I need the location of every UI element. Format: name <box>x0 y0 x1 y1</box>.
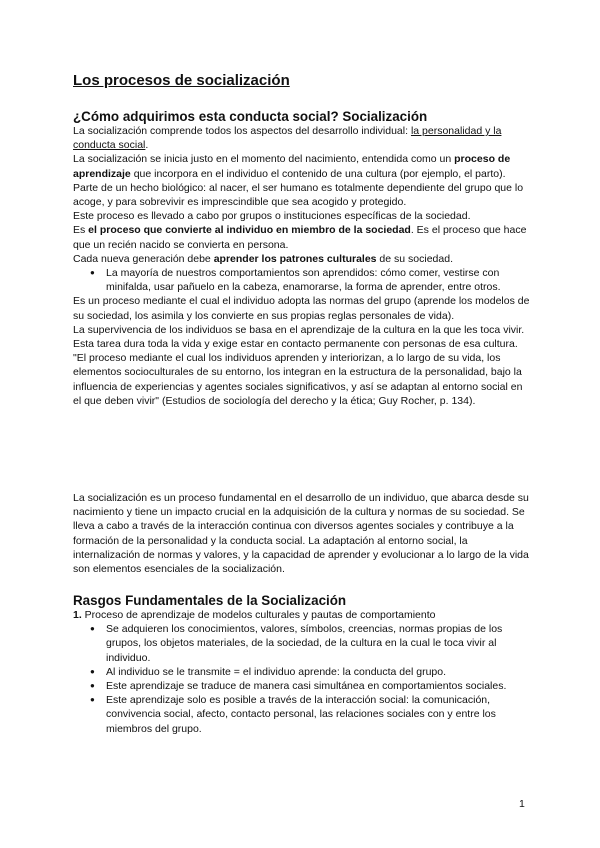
section-heading: Rasgos Fundamentales de la Socialización <box>73 593 347 608</box>
list-item: ● Este aprendizaje solo es posible a través de la interacción social: la comunicación, convivencia social, afecto, contacto personal, las relaciones sociales con y entre los miembros del grupo. <box>106 693 533 736</box>
section-fundamental-traits <box>73 593 533 736</box>
section-heading: ¿Cómo adquirimos esta conducta social? Socialización <box>73 109 428 124</box>
section-socialization <box>73 109 533 408</box>
paragraph: La supervivencia de los individuos se basa en el aprendizaje de la cultura en la que les toca vivir. Esta tarea dura toda la vida y exige estar en contacto permanente con personas de esa cultura. <box>73 323 525 351</box>
page-title: Los procesos de socialización <box>73 72 290 89</box>
paragraph: La socialización es un proceso fundamental en el desarrollo de un individuo, que abarca desde su nacimiento y tiene un impacto crucial en la adquisición de la cultura y normas de su sociedad. Se lleva a cabo a través de la interacción continua con diversos agentes sociales y contribuye a la formación de la personalidad y la conducta social. La adaptación al entorno social, la internalización de normas y valores, y la capacidad de aprender y evolucionar a lo largo de la vida son elementos esenciales de la socialización. <box>73 492 529 576</box>
paragraph: La socialización se inicia justo en el momento del nacimiento, entendida como un proceso de aprendizaje que incorpora en el individuo el contenido de una cultura (por ejemplo, el parto). <box>73 153 511 180</box>
quote-paragraph: "El proceso mediante el cual los individuos aprenden y interiorizan, a lo largo de su vida, los elementos socioculturales de su entorno, los integran en la estructura de la personalidad, bajo la influencia de experiencias y agentes sociales significativos, y así se adaptan al entorno social en el que deben vivir" (Estudios de sociología del derecho y la ética; Guy Rocher, p. 134). <box>73 352 523 407</box>
paragraph: Parte de un hecho biológico: al nacer, el ser humano es totalmente dependiente del grupo que lo acoge, y para sobrevivir es imprescindible que sea acogido y protegido. <box>73 181 524 209</box>
paragraph: La socialización comprende todos los aspectos del desarrollo individual: la personalidad y la conducta social. <box>73 125 502 152</box>
bullet-list <box>73 266 533 294</box>
list-item: ● Al individuo se le transmite = el individuo aprende: la conducta del grupo. <box>106 665 533 679</box>
numbered-item: 1. Proceso de aprendizaje de modelos culturales y pautas de comportamiento <box>73 609 436 621</box>
page-number: 1 <box>519 798 525 810</box>
bullet-list <box>73 622 533 736</box>
paragraph: Este proceso es llevado a cabo por grupos o instituciones específicas de la sociedad. <box>73 210 471 223</box>
list-item: ● Se adquieren los conocimientos, valores, símbolos, creencias, normas propias de los grupos, los objetos materiales, de la sociedad, de la cultura en la cual le toca vivir al individuo. <box>106 622 533 665</box>
list-item: ● La mayoría de nuestros comportamientos son aprendidos: cómo comer, vestirse con minifalda, usar pañuelo en la cabeza, enamorarse, la forma de aprender, entre otros. <box>106 266 533 294</box>
paragraph: Es un proceso mediante el cual el individuo adopta las normas del grupo (aprende los modelos de su sociedad, los asimila y los convierte en sus propias reglas personales de vida). <box>73 295 530 322</box>
paragraph: Es el proceso que convierte al individuo en miembro de la sociedad. Es el proceso que hace que un recién nacido se convierta en persona. <box>73 224 527 251</box>
section-summary <box>73 491 533 576</box>
paragraph: Cada nueva generación debe aprender los patrones culturales de su sociedad. <box>73 252 453 265</box>
list-item: ● Este aprendizaje se traduce de manera casi simultánea en comportamientos sociales. <box>106 679 533 693</box>
